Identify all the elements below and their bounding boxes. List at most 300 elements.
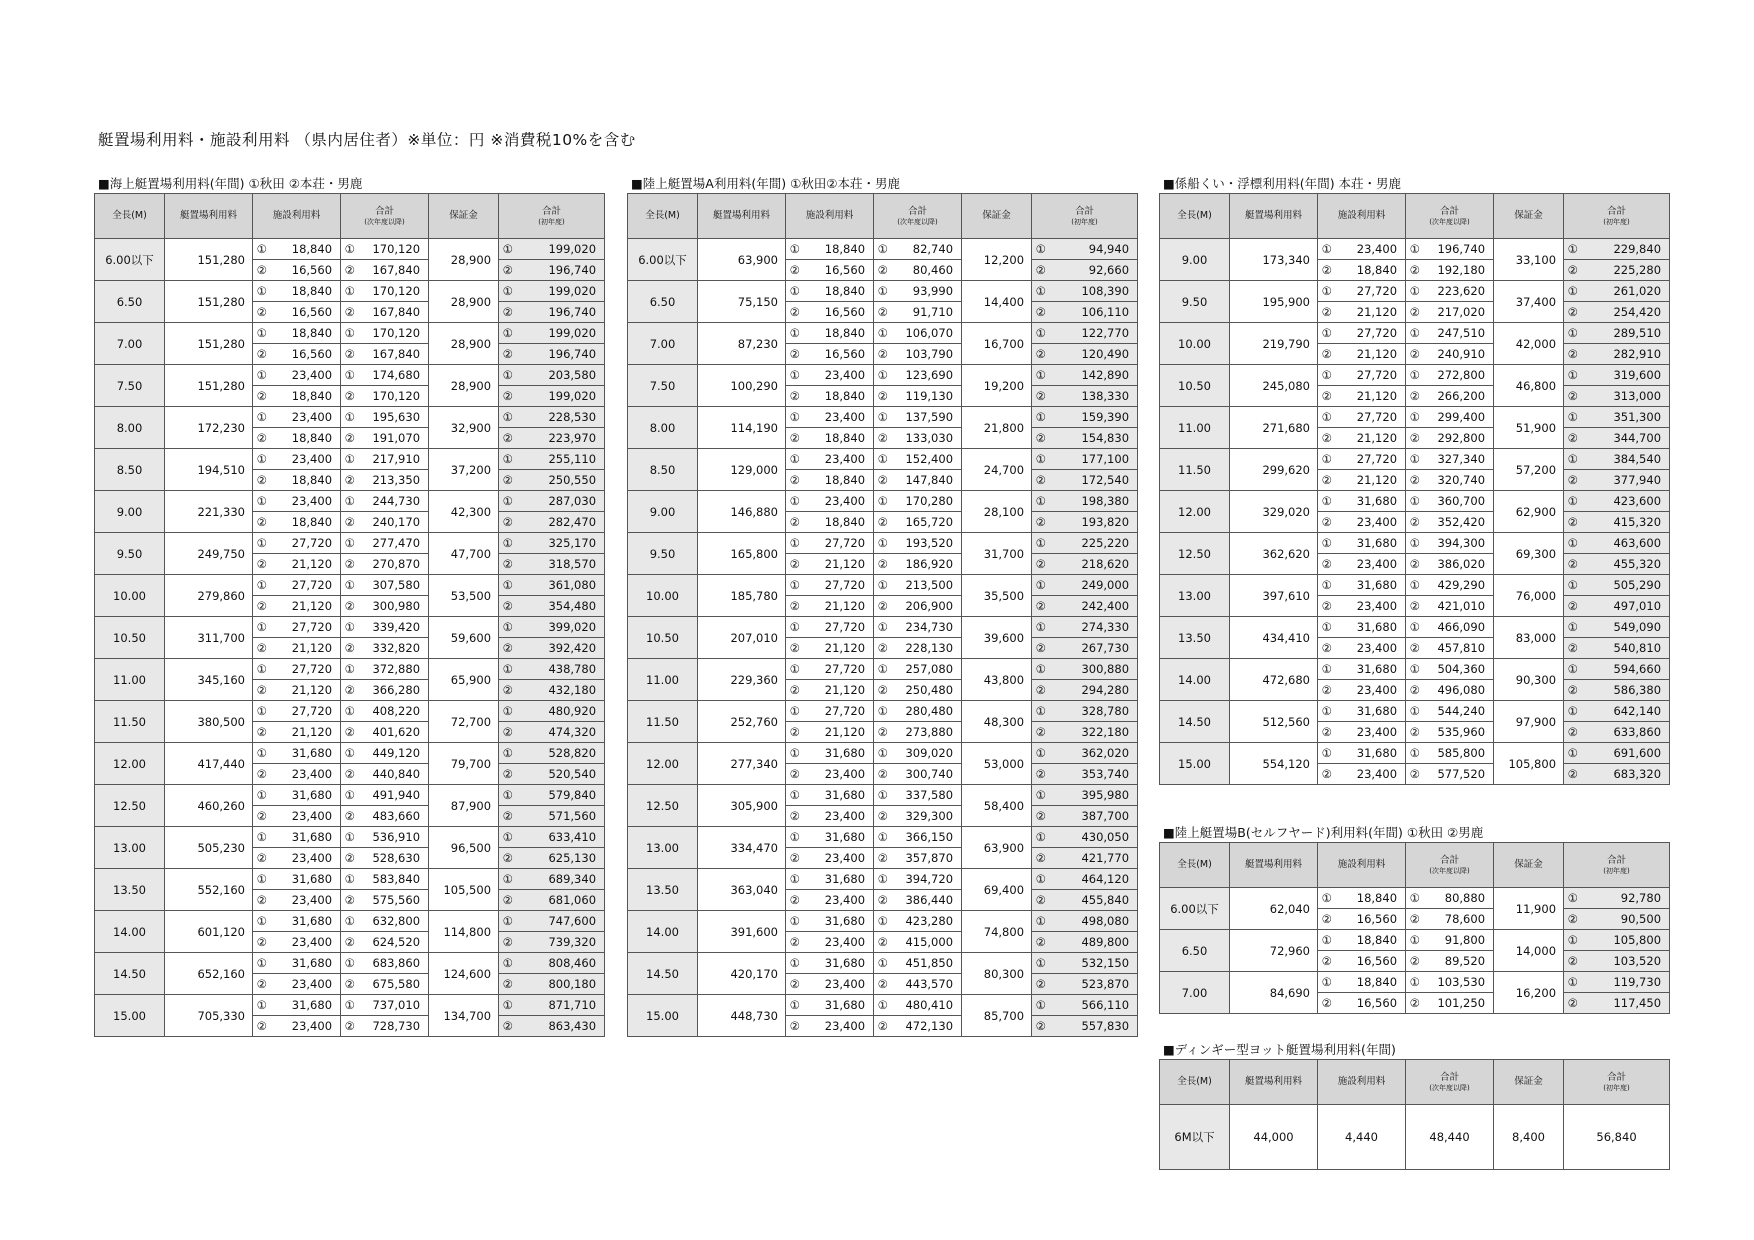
marker-honjo: ② xyxy=(253,680,271,701)
facility-fee-cell: 23,400 xyxy=(271,764,341,785)
column-header-note: (初年度) xyxy=(1603,866,1630,875)
table-row xyxy=(628,239,1138,260)
marker-akita: ① xyxy=(1406,365,1424,386)
total-first-cell: 557,830 xyxy=(1050,1016,1138,1037)
total-next-cell: 247,510 xyxy=(1424,323,1494,344)
total-first-cell: 633,860 xyxy=(1582,722,1670,743)
total-next-cell: 266,200 xyxy=(1424,386,1494,407)
column-header-note: (次年度以降) xyxy=(1429,1083,1470,1092)
marker-akita: ① xyxy=(253,281,271,302)
column-header xyxy=(1160,843,1230,888)
length-cell: 10.00 xyxy=(95,575,165,617)
total-first-cell: 106,110 xyxy=(1050,302,1138,323)
marker-honjo: ② xyxy=(1564,554,1582,575)
facility-fee-cell: 23,400 xyxy=(271,449,341,470)
marker-akita: ① xyxy=(499,239,517,260)
facility-fee-cell: 21,120 xyxy=(804,722,874,743)
deposit-cell: 53,500 xyxy=(429,575,499,617)
total-next-cell: 352,420 xyxy=(1424,512,1494,533)
marker-honjo: ② xyxy=(786,512,804,533)
table-row xyxy=(628,533,1138,554)
marker-akita: ① xyxy=(499,533,517,554)
marker-akita: ① xyxy=(1318,533,1336,554)
marker-honjo: ② xyxy=(1406,344,1424,365)
facility-fee-cell: 31,680 xyxy=(271,827,341,848)
total-next-cell: 217,910 xyxy=(359,449,429,470)
marker-akita: ① xyxy=(253,407,271,428)
berth-fee-cell: 165,800 xyxy=(698,533,786,575)
total-first-cell: 415,320 xyxy=(1582,512,1670,533)
deposit-cell: 31,700 xyxy=(962,533,1032,575)
marker-honjo: ② xyxy=(253,302,271,323)
total-first-cell: 361,080 xyxy=(517,575,605,596)
length-cell: 7.00 xyxy=(1160,972,1230,1014)
marker-honjo: ② xyxy=(1032,470,1050,491)
total-next-cell: 273,880 xyxy=(892,722,962,743)
marker-akita: ① xyxy=(1032,449,1050,470)
total-next-cell: 536,910 xyxy=(359,827,429,848)
total-first-cell: 354,480 xyxy=(517,596,605,617)
column-header-label: 艇置場利用料 xyxy=(179,210,237,221)
table-row xyxy=(628,365,1138,386)
column-header xyxy=(962,194,1032,239)
marker-akita: ① xyxy=(1564,281,1582,302)
column-header xyxy=(786,194,874,239)
facility-fee-cell: 23,400 xyxy=(804,449,874,470)
marker-honjo: ② xyxy=(1564,302,1582,323)
total-first-cell: 586,380 xyxy=(1582,680,1670,701)
total-next-cell: 170,120 xyxy=(359,386,429,407)
marker-akita: ① xyxy=(253,533,271,554)
total-next-cell: 91,710 xyxy=(892,302,962,323)
marker-akita: ① xyxy=(1032,617,1050,638)
facility-fee-cell: 18,840 xyxy=(804,386,874,407)
facility-fee-cell: 27,720 xyxy=(1336,323,1406,344)
berth-fee-cell: 252,760 xyxy=(698,701,786,743)
marker-akita: ① xyxy=(874,365,892,386)
marker-honjo: ② xyxy=(341,260,359,281)
facility-fee-cell: 18,840 xyxy=(271,386,341,407)
column-header-label: 施設利用料 xyxy=(805,210,854,221)
marker-honjo: ② xyxy=(874,764,892,785)
deposit-cell: 65,900 xyxy=(429,659,499,701)
marker-honjo: ② xyxy=(1032,890,1050,911)
deposit-cell: 58,400 xyxy=(962,785,1032,827)
total-next-cell: 300,740 xyxy=(892,764,962,785)
table-row xyxy=(95,701,605,722)
marker-honjo: ② xyxy=(874,428,892,449)
berth-fee-cell: 380,500 xyxy=(165,701,253,743)
column-header-label: 艇置場利用料 xyxy=(1244,210,1302,221)
marker-honjo: ② xyxy=(499,932,517,953)
length-cell: 6M以下 xyxy=(1160,1105,1230,1170)
marker-honjo: ② xyxy=(1406,260,1424,281)
length-cell: 11.00 xyxy=(95,659,165,701)
total-next-cell: 480,410 xyxy=(892,995,962,1016)
facility-fee-cell: 21,120 xyxy=(1336,302,1406,323)
marker-honjo: ② xyxy=(1318,554,1336,575)
header-row xyxy=(1160,1060,1670,1105)
table-row xyxy=(628,281,1138,302)
column-header-label: 合計 xyxy=(1440,1071,1460,1083)
marker-akita: ① xyxy=(341,239,359,260)
column-header-label: 保証金 xyxy=(1514,859,1543,870)
deposit-cell: 57,200 xyxy=(1494,449,1564,491)
total-next-cell: 234,730 xyxy=(892,617,962,638)
total-next-cell: 483,660 xyxy=(359,806,429,827)
marker-akita: ① xyxy=(341,491,359,512)
marker-honjo: ② xyxy=(1406,512,1424,533)
facility-fee-cell: 16,560 xyxy=(804,260,874,281)
facility-fee-cell: 31,680 xyxy=(804,743,874,764)
marker-akita: ① xyxy=(874,785,892,806)
table-row xyxy=(1160,659,1670,680)
length-cell: 10.50 xyxy=(628,617,698,659)
total-first-cell: 218,620 xyxy=(1050,554,1138,575)
total-next-cell: 737,010 xyxy=(359,995,429,1016)
column-header-note: (次年度以降) xyxy=(1429,866,1470,875)
marker-akita: ① xyxy=(1032,911,1050,932)
marker-honjo: ② xyxy=(786,260,804,281)
total-next-cell: 101,250 xyxy=(1424,993,1494,1014)
marker-honjo: ② xyxy=(253,344,271,365)
marker-honjo: ② xyxy=(1032,386,1050,407)
facility-fee-cell: 21,120 xyxy=(804,638,874,659)
total-first-cell: 540,810 xyxy=(1582,638,1670,659)
marker-akita: ① xyxy=(253,659,271,680)
marker-akita: ① xyxy=(341,995,359,1016)
facility-fee-cell: 31,680 xyxy=(271,911,341,932)
header-row xyxy=(1160,843,1670,888)
total-next-cell: 277,470 xyxy=(359,533,429,554)
marker-akita: ① xyxy=(1032,743,1050,764)
total-first-cell: 198,380 xyxy=(1050,491,1138,512)
facility-fee-cell: 16,560 xyxy=(1336,993,1406,1014)
column-header-label: 全長(M) xyxy=(1177,859,1212,870)
total-next-cell: 48,440 xyxy=(1406,1105,1494,1170)
total-next-cell: 217,020 xyxy=(1424,302,1494,323)
marker-honjo: ② xyxy=(499,974,517,995)
mooring-fee-table xyxy=(1159,193,1670,785)
facility-fee-cell: 21,120 xyxy=(804,596,874,617)
column-header xyxy=(1406,194,1494,239)
total-first-cell: 579,840 xyxy=(517,785,605,806)
total-first-cell: 203,580 xyxy=(517,365,605,386)
marker-honjo: ② xyxy=(499,428,517,449)
total-first-cell: 250,550 xyxy=(517,470,605,491)
marker-honjo: ② xyxy=(341,974,359,995)
total-first-cell: 159,390 xyxy=(1050,407,1138,428)
facility-fee-cell: 27,720 xyxy=(1336,449,1406,470)
marker-honjo: ② xyxy=(253,932,271,953)
marker-honjo: ② xyxy=(1406,554,1424,575)
column-header xyxy=(628,194,698,239)
total-first-cell: 328,780 xyxy=(1050,701,1138,722)
marker-akita: ① xyxy=(1032,533,1050,554)
column-header-note: (初年度) xyxy=(1603,1083,1630,1092)
table-row xyxy=(95,911,605,932)
facility-fee-cell: 31,680 xyxy=(1336,491,1406,512)
facility-fee-cell: 27,720 xyxy=(1336,365,1406,386)
total-first-cell: 228,530 xyxy=(517,407,605,428)
total-next-cell: 366,280 xyxy=(359,680,429,701)
length-cell: 13.00 xyxy=(1160,575,1230,617)
total-first-cell: 528,820 xyxy=(517,743,605,764)
total-first-cell: 681,060 xyxy=(517,890,605,911)
total-next-cell: 165,720 xyxy=(892,512,962,533)
facility-fee-cell: 27,720 xyxy=(271,659,341,680)
marker-honjo: ② xyxy=(874,680,892,701)
marker-akita: ① xyxy=(499,995,517,1016)
marker-honjo: ② xyxy=(1564,386,1582,407)
facility-fee-cell: 23,400 xyxy=(804,806,874,827)
marker-honjo: ② xyxy=(1406,909,1424,930)
table-row xyxy=(1160,365,1670,386)
column-header-label: 施設利用料 xyxy=(1337,210,1386,221)
marker-akita: ① xyxy=(874,701,892,722)
marker-honjo: ② xyxy=(499,1016,517,1037)
marker-honjo: ② xyxy=(499,512,517,533)
marker-honjo: ② xyxy=(1318,512,1336,533)
length-cell: 10.00 xyxy=(1160,323,1230,365)
marker-akita: ① xyxy=(1406,449,1424,470)
total-first-cell: 430,050 xyxy=(1050,827,1138,848)
column-header xyxy=(95,194,165,239)
total-next-cell: 103,530 xyxy=(1424,972,1494,993)
marker-akita: ① xyxy=(341,953,359,974)
total-first-cell: 313,000 xyxy=(1582,386,1670,407)
total-next-cell: 339,420 xyxy=(359,617,429,638)
marker-honjo: ② xyxy=(1406,722,1424,743)
total-next-cell: 191,070 xyxy=(359,428,429,449)
marker-honjo: ② xyxy=(874,638,892,659)
marker-akita: ① xyxy=(341,827,359,848)
facility-fee-cell: 21,120 xyxy=(1336,344,1406,365)
berth-fee-cell: 652,160 xyxy=(165,953,253,995)
berth-fee-cell: 505,230 xyxy=(165,827,253,869)
facility-fee-cell: 16,560 xyxy=(1336,909,1406,930)
total-first-cell: 387,700 xyxy=(1050,806,1138,827)
marker-honjo: ② xyxy=(341,428,359,449)
facility-fee-cell: 21,120 xyxy=(271,596,341,617)
column-header xyxy=(1494,194,1564,239)
total-first-cell: 871,710 xyxy=(517,995,605,1016)
marker-honjo: ② xyxy=(253,722,271,743)
column-header-label: 合計 xyxy=(1607,854,1627,866)
marker-honjo: ② xyxy=(1564,722,1582,743)
marker-akita: ① xyxy=(341,785,359,806)
marker-akita: ① xyxy=(499,785,517,806)
facility-fee-cell: 23,400 xyxy=(1336,554,1406,575)
total-first-cell: 399,020 xyxy=(517,617,605,638)
marker-honjo: ② xyxy=(253,1016,271,1037)
marker-akita: ① xyxy=(874,953,892,974)
facility-fee-cell: 23,400 xyxy=(804,974,874,995)
facility-fee-cell: 23,400 xyxy=(1336,680,1406,701)
marker-akita: ① xyxy=(1318,449,1336,470)
dinghy-table-title: ■ディンギー型ヨット艇置場利用料(年間) xyxy=(1163,1042,1396,1057)
marker-akita: ① xyxy=(499,869,517,890)
total-first-cell: 683,320 xyxy=(1582,764,1670,785)
marker-honjo: ② xyxy=(1318,909,1336,930)
marker-honjo: ② xyxy=(253,554,271,575)
total-first-cell: 384,540 xyxy=(1582,449,1670,470)
total-first-cell: 633,410 xyxy=(517,827,605,848)
total-first-cell: 566,110 xyxy=(1050,995,1138,1016)
total-next-cell: 329,300 xyxy=(892,806,962,827)
marker-akita: ① xyxy=(1032,953,1050,974)
facility-fee-cell: 27,720 xyxy=(271,533,341,554)
total-first-cell: 154,830 xyxy=(1050,428,1138,449)
facility-fee-cell: 27,720 xyxy=(804,659,874,680)
deposit-cell: 59,600 xyxy=(429,617,499,659)
deposit-cell: 48,300 xyxy=(962,701,1032,743)
marker-honjo: ② xyxy=(874,302,892,323)
facility-fee-cell: 18,840 xyxy=(804,428,874,449)
marker-honjo: ② xyxy=(1564,764,1582,785)
table-row xyxy=(1160,972,1670,993)
deposit-cell: 69,300 xyxy=(1494,533,1564,575)
total-first-cell: 267,730 xyxy=(1050,638,1138,659)
marker-honjo: ② xyxy=(1406,993,1424,1014)
total-first-cell: 520,540 xyxy=(517,764,605,785)
deposit-cell: 47,700 xyxy=(429,533,499,575)
facility-fee-cell: 21,120 xyxy=(271,554,341,575)
table-row xyxy=(95,785,605,806)
total-first-cell: 199,020 xyxy=(517,281,605,302)
berth-fee-cell: 84,690 xyxy=(1230,972,1318,1014)
marker-akita: ① xyxy=(786,575,804,596)
column-header xyxy=(874,194,962,239)
marker-honjo: ② xyxy=(1564,428,1582,449)
berth-fee-cell: 448,730 xyxy=(698,995,786,1037)
length-cell: 12.50 xyxy=(95,785,165,827)
total-next-cell: 137,590 xyxy=(892,407,962,428)
total-next-cell: 123,690 xyxy=(892,365,962,386)
marker-akita: ① xyxy=(1406,743,1424,764)
facility-fee-cell: 18,840 xyxy=(804,323,874,344)
berth-fee-cell: 420,170 xyxy=(698,953,786,995)
marker-honjo: ② xyxy=(1564,638,1582,659)
total-next-cell: 577,520 xyxy=(1424,764,1494,785)
total-first-cell: 318,570 xyxy=(517,554,605,575)
facility-fee-cell: 18,840 xyxy=(1336,930,1406,951)
length-cell: 13.00 xyxy=(628,827,698,869)
facility-fee-cell: 23,400 xyxy=(1336,722,1406,743)
column-header-label: 合計 xyxy=(1075,205,1095,217)
marker-akita: ① xyxy=(786,533,804,554)
table-row xyxy=(1160,449,1670,470)
table-row xyxy=(1160,930,1670,951)
marker-honjo: ② xyxy=(1032,302,1050,323)
table-row xyxy=(95,365,605,386)
berth-fee-cell: 207,010 xyxy=(698,617,786,659)
deposit-cell: 14,000 xyxy=(1494,930,1564,972)
facility-fee-cell: 16,560 xyxy=(804,344,874,365)
deposit-cell: 32,900 xyxy=(429,407,499,449)
facility-fee-cell: 16,560 xyxy=(1336,951,1406,972)
facility-fee-cell: 18,840 xyxy=(271,323,341,344)
berth-fee-cell: 363,040 xyxy=(698,869,786,911)
berth-fee-cell: 151,280 xyxy=(165,281,253,323)
total-next-cell: 280,480 xyxy=(892,701,962,722)
facility-fee-cell: 31,680 xyxy=(271,953,341,974)
table-row xyxy=(628,995,1138,1016)
length-cell: 9.50 xyxy=(95,533,165,575)
marker-honjo: ② xyxy=(874,932,892,953)
facility-fee-cell: 27,720 xyxy=(804,533,874,554)
facility-fee-cell: 31,680 xyxy=(1336,617,1406,638)
table-row xyxy=(628,785,1138,806)
marker-akita: ① xyxy=(874,323,892,344)
total-next-cell: 675,580 xyxy=(359,974,429,995)
marker-honjo: ② xyxy=(1564,344,1582,365)
column-header xyxy=(1318,843,1406,888)
berth-fee-cell: 345,160 xyxy=(165,659,253,701)
marker-honjo: ② xyxy=(1564,260,1582,281)
marker-akita: ① xyxy=(253,617,271,638)
total-next-cell: 372,880 xyxy=(359,659,429,680)
total-next-cell: 147,840 xyxy=(892,470,962,491)
deposit-cell: 72,700 xyxy=(429,701,499,743)
marker-akita: ① xyxy=(253,449,271,470)
column-header-label: 保証金 xyxy=(1514,1076,1543,1087)
total-first-cell: 196,740 xyxy=(517,344,605,365)
total-next-cell: 415,000 xyxy=(892,932,962,953)
marker-akita: ① xyxy=(1318,888,1336,909)
marker-honjo: ② xyxy=(786,680,804,701)
facility-fee-cell: 27,720 xyxy=(271,575,341,596)
facility-fee-cell: 31,680 xyxy=(1336,743,1406,764)
facility-fee-cell: 18,840 xyxy=(804,239,874,260)
table-row xyxy=(95,323,605,344)
marker-honjo: ② xyxy=(253,806,271,827)
berth-fee-cell: 194,510 xyxy=(165,449,253,491)
marker-akita: ① xyxy=(253,869,271,890)
table-row xyxy=(1160,533,1670,554)
total-next-cell: 119,130 xyxy=(892,386,962,407)
table-row xyxy=(628,953,1138,974)
total-first-cell: 625,130 xyxy=(517,848,605,869)
length-cell: 8.00 xyxy=(95,407,165,449)
column-header-label: 保証金 xyxy=(982,210,1011,221)
marker-honjo: ② xyxy=(786,302,804,323)
deposit-cell: 19,200 xyxy=(962,365,1032,407)
total-next-cell: 213,350 xyxy=(359,470,429,491)
total-first-cell: 691,600 xyxy=(1582,743,1670,764)
marker-akita: ① xyxy=(874,449,892,470)
marker-honjo: ② xyxy=(499,386,517,407)
table-row xyxy=(628,659,1138,680)
facility-fee-cell: 27,720 xyxy=(1336,407,1406,428)
berth-fee-cell: 221,330 xyxy=(165,491,253,533)
facility-fee-cell: 23,400 xyxy=(271,407,341,428)
deposit-cell: 87,900 xyxy=(429,785,499,827)
marker-honjo: ② xyxy=(786,722,804,743)
marker-honjo: ② xyxy=(1406,680,1424,701)
length-cell: 14.50 xyxy=(1160,701,1230,743)
berth-fee-cell: 114,190 xyxy=(698,407,786,449)
length-cell: 10.00 xyxy=(628,575,698,617)
deposit-cell: 124,600 xyxy=(429,953,499,995)
length-cell: 6.00以下 xyxy=(1160,888,1230,930)
column-header-label: 合計 xyxy=(908,205,928,217)
length-cell: 12.50 xyxy=(628,785,698,827)
total-first-cell: 739,320 xyxy=(517,932,605,953)
marker-akita: ① xyxy=(1318,743,1336,764)
total-first-cell: 351,300 xyxy=(1582,407,1670,428)
table-row xyxy=(95,407,605,428)
